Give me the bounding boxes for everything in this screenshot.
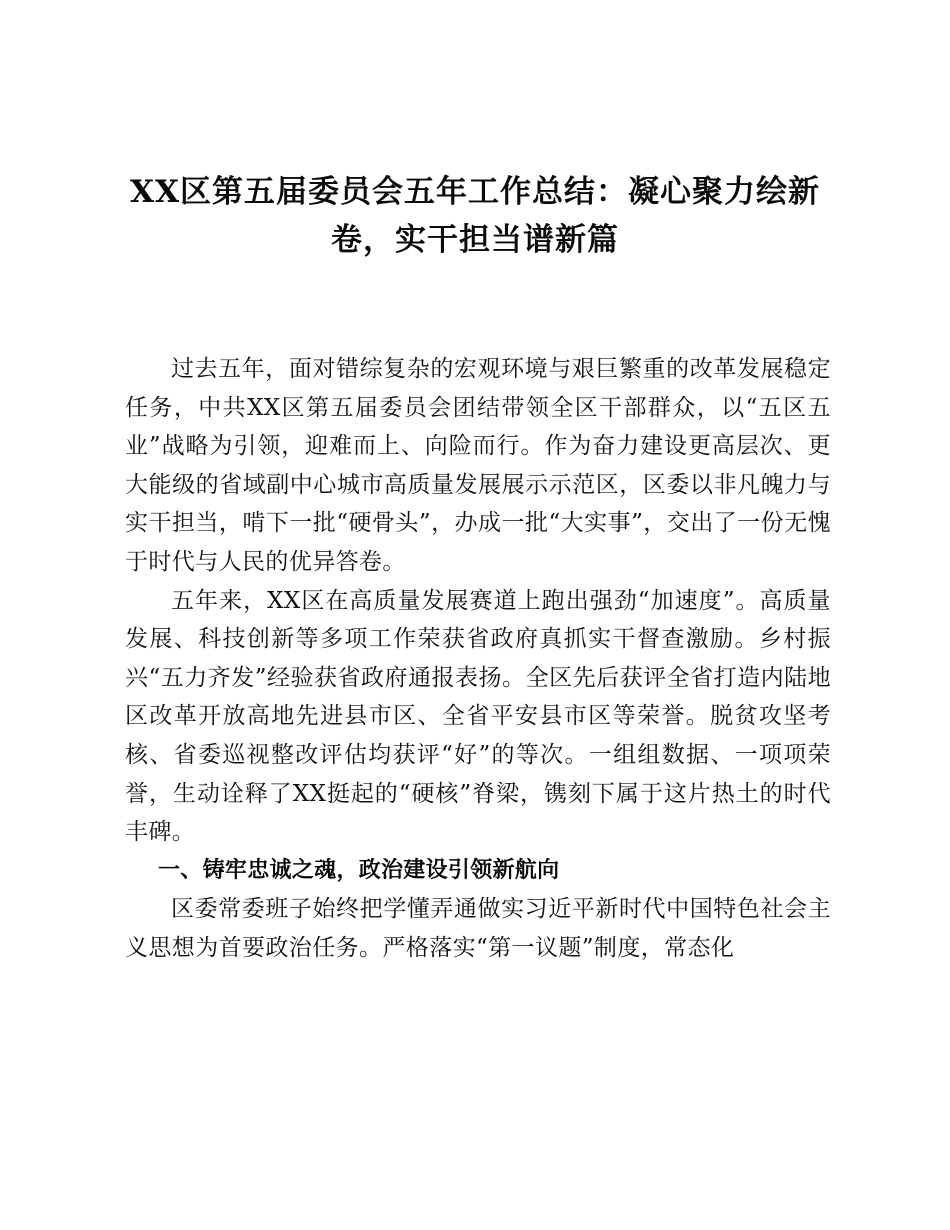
- achievements-paragraph: 五年来，XX区在高质量发展赛道上跑出强劲“加速度”。高质量发展、科技创新等多项工作荣获省政府真抓实干督查激励。乡村振兴“五力齐发”经验获省政府通报表扬。全区先后获评全省打造内陆地区改革开放高地先进县市区、全省平安县市区等荣誉。脱贫攻坚考核、省委巡视整改评估均获评“好”的等次。一组组数据、一项项荣誉，生动诠释了XX挺起的“硬核”脊梁，镌刻下属于这片热土的时代丰碑。: [125, 587, 831, 846]
- document-title: XX区第五届委员会五年工作总结：凝心聚力绘新卷，实干担当谱新篇: [129, 174, 821, 258]
- section-paragraph: 区委常委班子始终把学懂弄通做实习近平新时代中国特色社会主义思想为首要政治任务。严格落实“第一议题”制度，常态化: [125, 896, 831, 961]
- document-body: [125, 350, 831, 968]
- intro-paragraph: 过去五年，面对错综复杂的宏观环境与艰巨繁重的改革发展稳定任务，中共XX区第五届委员会团结带领全区干部群众，以“五区五业”战略为引领，迎难而上、向险而行。作为奋力建设更高层次、更大能级的省域副中心城市高质量发展展示示范区，区委以非凡魄力与实干担当，啃下一批“硬骨头”，办成一批“大实事”，交出了一份无愧于时代与人民的优异答卷。: [125, 356, 831, 575]
- section-heading: 一、铸牢忠诚之魂，政治建设引领新航向: [158, 857, 560, 883]
